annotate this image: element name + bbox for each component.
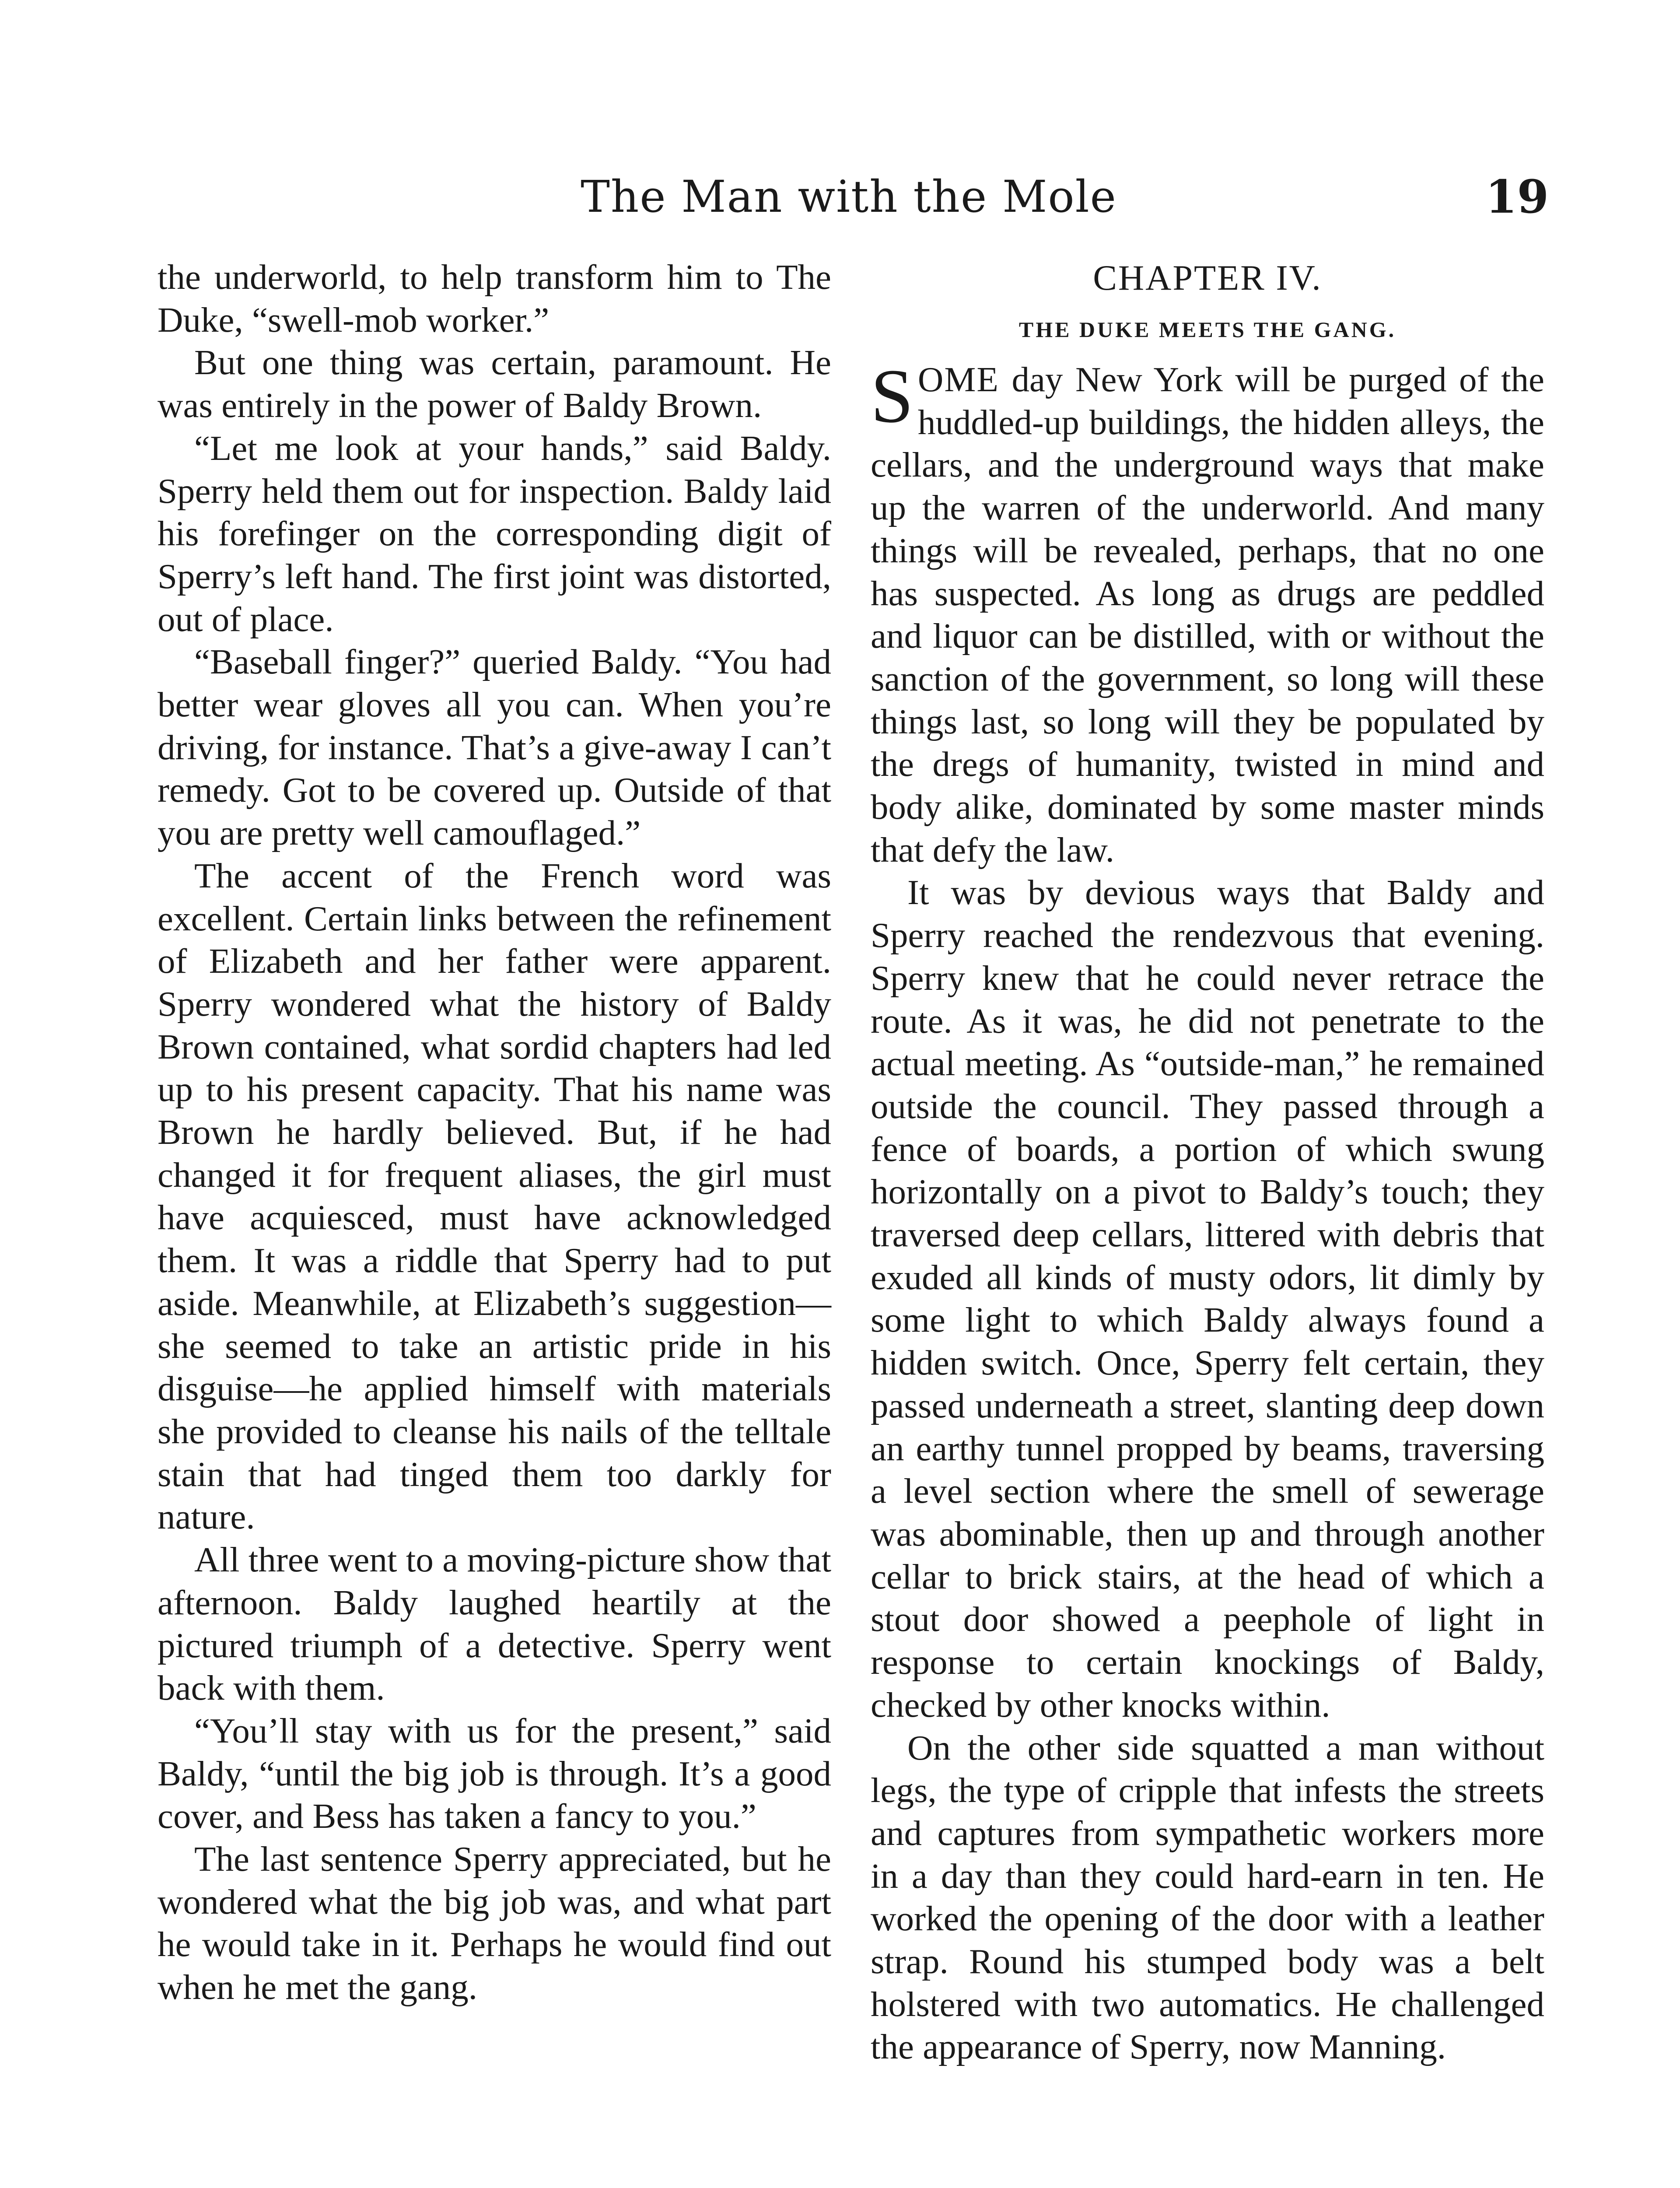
right-column <box>871 256 1544 2069</box>
opening-first-word: OME <box>917 360 999 399</box>
running-title: The Man with the Mole <box>581 171 1117 222</box>
paragraph: The accent of the French word was excellent. Certain links between the refinement of Elizabeth and her father were apparent. Sperry wondered what the history of Baldy Brown contained, what sordid chapters had led up to his present capacity. That his name was Brown he hardly believed. But, if he had changed it for frequent aliases, the girl must have acquiesced, must have acknowledged them. It was a riddle that Sperry had to put aside. Meanwhile, at Elizabeth’s suggestion—she seemed to take an artistic pride in his disguise—he applied himself with materials she provided to cleanse his nails of the telltale stain that had tinged them too darkly for nature. <box>158 856 831 1537</box>
paragraph: On the other side squatted a man without legs, the type of cripple that infests the streets and captures from sympathetic workers more in a day than they could hard-earn in ten. He worked the opening of the door with a leather strap. Round his stumped body was a belt holstered with two automatics. He challenged the appearance of Sperry, now Manning. <box>871 1728 1544 2067</box>
chapter-subtitle: THE DUKE MEETS THE GANG. <box>1018 317 1396 342</box>
paragraph: All three went to a moving-picture show that afternoon. Baldy laughed heartily at the pictured triumph of a detective. Sperry went back with them. <box>158 1540 831 1708</box>
paragraph: “Baseball finger?” queried Baldy. “You had better wear gloves all you can. When you’re driving, for instance. That’s a give-away I can’t remedy. Got to be covered up. Outside of that you are pretty well camouflaged.” <box>158 642 831 853</box>
chapter-heading: CHAPTER IV. <box>1093 258 1322 298</box>
paragraph: But one thing was certain, paramount. He was entirely in the power of Baldy Brown. <box>158 343 831 425</box>
paragraph: The last sentence Sperry appreciated, but he wondered what the big job was, and what part he would take in it. Perhaps he would find out when he met the gang. <box>158 1839 831 2007</box>
paragraph: the underworld, to help transform him to The Duke, “swell-mob worker.” <box>158 257 831 340</box>
chapter-opening-paragraph <box>871 354 1544 871</box>
paragraph: It was by devious ways that Baldy and Sperry reached the rendezvous that evening. Sperry knew that he could never retrace the route. As it was, he did not penetrate to the actual meeting. As “outside-man,” he remained outside the council. They passed through a fence of boards, a portion of which swung horizontally on a pivot to Baldy’s touch; they traversed deep cellars, littered with debris that exuded all kinds of musty odors, lit dimly by some light to which Baldy always found a hidden switch. Once, Sperry felt certain, they passed underneath a street, slanting deep down an earthy tunnel propped by beams, traversing a level section where the smell of sewerage was abominable, then up and through another cellar to brick stairs, at the head of which a stout door showed a peephole of light in response to certain knockings of Baldy, checked by other knocks within. <box>871 873 1544 1725</box>
left-column <box>158 256 831 2009</box>
opening-text: day New York will be purged of the huddled-up buildings, the hidden alleys, the cellars, and the underground ways that make up the warren of the underworld. And many things will be revealed, perhaps, that no one has suspected. As long as drugs are peddled and liquor can be distilled, with or without the sanction of the government, so long will these things last, so long will they be populated by the dregs of humanity, twisted in mind and body alike, dominated by some master minds that defy the law. <box>871 360 1544 870</box>
paragraph: “You’ll stay with us for the present,” said Baldy, “until the big job is through. It’s a good cover, and Bess has taken a fancy to you.” <box>158 1711 831 1836</box>
paragraph: “Let me look at your hands,” said Baldy. Sperry held them out for inspection. Baldy laid his forefinger on the corresponding digit of Sperry’s left hand. The first joint was distorted, out of place. <box>158 428 831 639</box>
running-head <box>0 166 1680 228</box>
drop-cap: S <box>871 354 914 439</box>
page-number: 19 <box>1485 170 1549 224</box>
